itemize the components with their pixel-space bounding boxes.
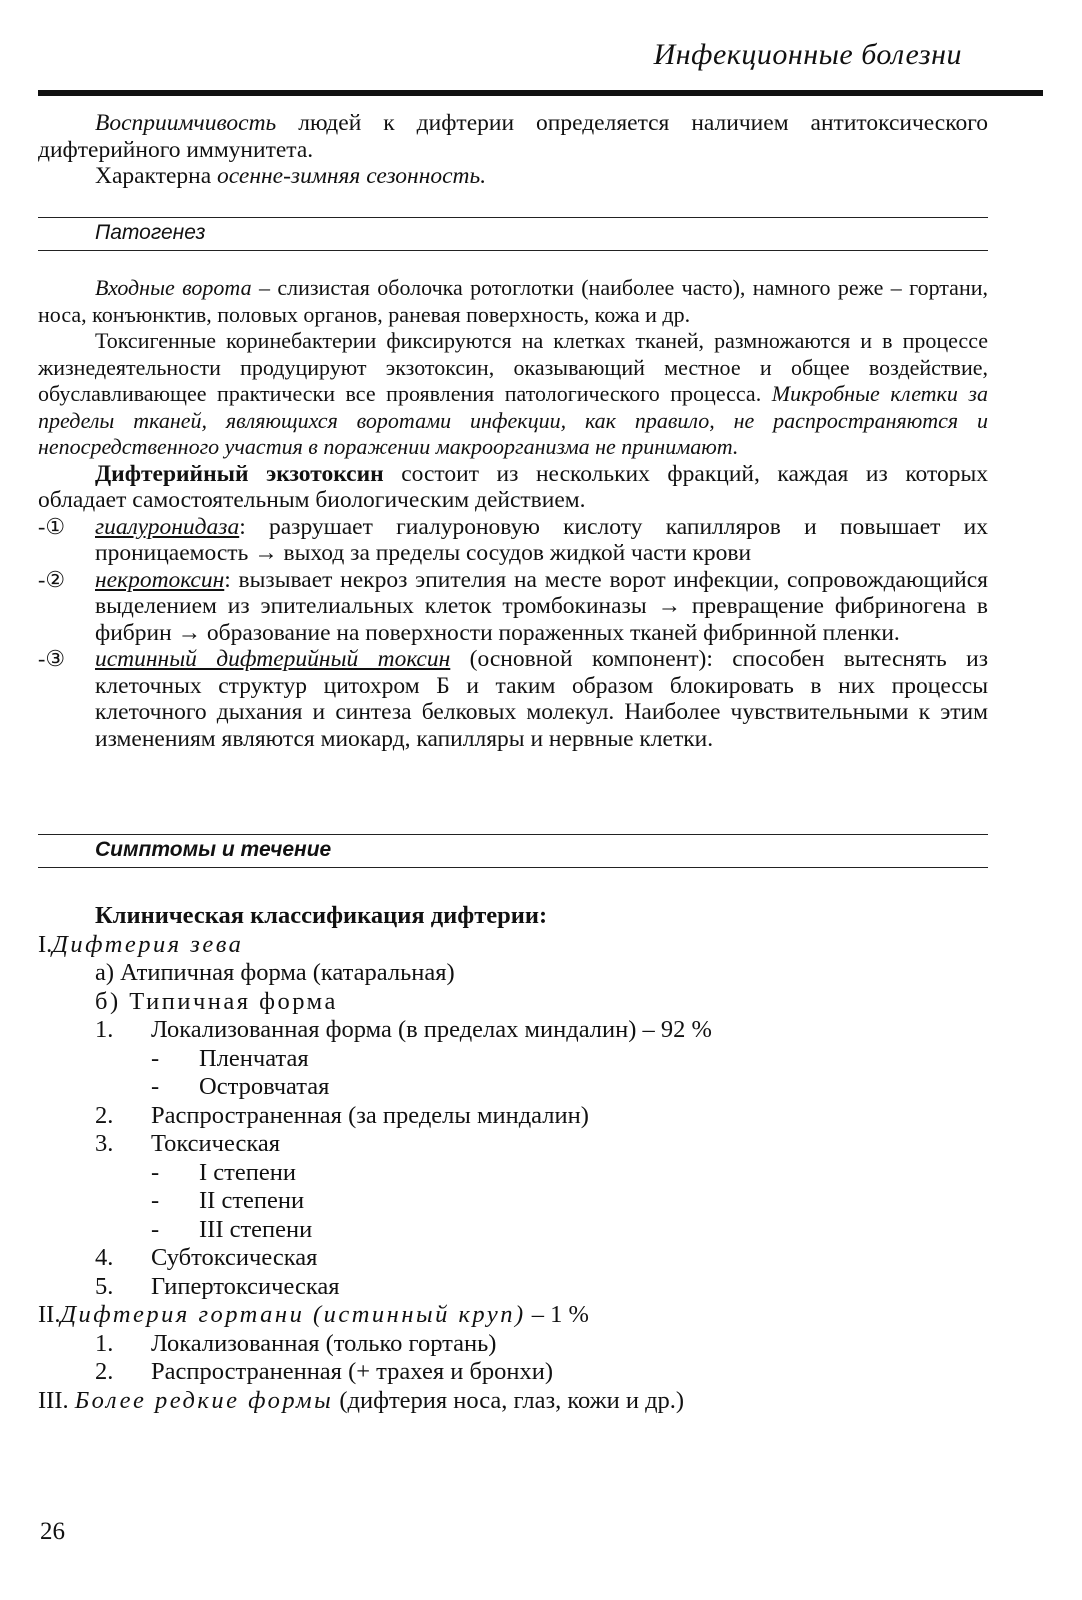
fraction-item <box>38 567 988 647</box>
susceptibility-term: Восприимчивость <box>95 110 277 136</box>
toxigenic-paragraph <box>38 328 988 461</box>
roman-numeral: III. <box>38 1386 69 1414</box>
exotoxin-term: Дифтерийный экзотоксин <box>95 460 384 487</box>
exotoxin-text: состоит из нескольких фракций, каждая из которых обладает самостоятельным биологическим действием. <box>38 460 988 513</box>
form-label: Токсическая <box>151 1130 281 1157</box>
form-number: 2. <box>95 1358 114 1385</box>
subform-label: III степени <box>199 1215 313 1243</box>
intro-block <box>38 110 988 190</box>
section-title: Патогенез <box>95 221 206 244</box>
class-rare <box>38 1387 988 1416</box>
fraction-marker: -① <box>38 513 66 539</box>
dash: - <box>151 1187 160 1214</box>
classification-block <box>38 902 988 1415</box>
dash: - <box>151 1073 160 1100</box>
form-item <box>38 1358 988 1387</box>
entry-gates-paragraph <box>38 275 988 328</box>
toxigenic-text: Токсигенные коринебактерии фиксируются на клетках тканей, размножаются и в процессе жизнедеятельности продуцируют экзотоксин, оказывающий местное и общее воздействие, обуславливающее практически все проявления патологического процесса. <box>38 328 988 406</box>
dash: - <box>151 1215 160 1243</box>
subform-item <box>38 1073 988 1102</box>
class-throat-label: Дифтерия зева <box>52 930 244 958</box>
fraction-marker: -③ <box>38 646 66 671</box>
toxigenic-italic: Микробные клетки за пределы тканей, являющихся воротами инфекции, как правило, не распространяются и непосредственного участия в поражении макроорганизма не принимают. <box>38 381 989 459</box>
classification-title: Клиническая классификация дифтерии: <box>95 902 548 929</box>
exotoxin-paragraph <box>38 461 988 514</box>
larynx-percent: – 1 % <box>525 1301 589 1328</box>
form-item <box>38 1330 988 1359</box>
seasonality-lead: Характерна <box>95 163 218 189</box>
form-item <box>38 1273 988 1302</box>
form-item <box>38 1244 988 1273</box>
class-rare-label: Более редкие формы <box>74 1386 334 1414</box>
header-rule <box>38 90 1043 96</box>
class-throat <box>38 931 988 960</box>
atypical-form: а) Атипичная форма (катаральная) <box>95 959 455 986</box>
subform-label: I степени <box>199 1158 296 1186</box>
form-number: 5. <box>95 1272 114 1300</box>
fraction-text: : разрушает гиалуроновую кислоту капилляров и повышает их проницаемость → выход за пределы сосудов жидкой части крови <box>95 513 988 566</box>
fraction-marker: -② <box>38 566 66 592</box>
form-item <box>38 1130 988 1159</box>
form-label: Распространенная (+ трахея и бронхи) <box>151 1358 554 1385</box>
form-label: Субтоксическая <box>151 1244 318 1271</box>
subform-item <box>38 1045 988 1074</box>
entry-gates-term: Входные ворота <box>95 275 252 300</box>
pathogenesis-block <box>38 275 988 752</box>
susceptibility-paragraph <box>38 110 988 163</box>
typical-form: б) Типичная форма <box>95 987 338 1015</box>
fraction-name: истинный дифтерийный токсин <box>95 646 451 672</box>
subform-item <box>38 1159 988 1188</box>
subform-label: Пленчатая <box>199 1044 309 1072</box>
form-label: Локализованная форма (в пределах миндалин) – 92 % <box>151 1016 712 1043</box>
fraction-item <box>38 646 988 752</box>
form-number: 3. <box>95 1130 114 1157</box>
dash: - <box>151 1044 160 1072</box>
class-larynx-label: Дифтерия гортани (истинный круп) <box>60 1301 526 1328</box>
form-number: 1. <box>95 1016 114 1043</box>
subform-item <box>38 1216 988 1245</box>
dash: - <box>151 1158 160 1186</box>
subform-item <box>38 1187 988 1216</box>
fraction-name: гиалуронидаза <box>95 513 240 540</box>
subform-label: Островчатая <box>199 1073 330 1100</box>
seasonality-paragraph <box>38 163 988 190</box>
form-label: Распространенная (за пределы миндалин) <box>151 1101 589 1129</box>
susceptibility-text: людей к дифтерии определяется наличием антитоксического дифтерийного иммунитета. <box>38 110 988 163</box>
fraction-name: некротоксин <box>95 566 225 593</box>
form-item <box>38 1102 988 1131</box>
roman-numeral: II. <box>38 1301 61 1328</box>
running-header: Инфекционные болезни <box>653 38 962 71</box>
seasonality-term: осенне-зимняя сезонность. <box>217 163 487 189</box>
form-item <box>38 1016 988 1045</box>
form-label: Гипертоксическая <box>151 1272 340 1300</box>
section-pathogenesis <box>38 217 988 251</box>
form-number: 1. <box>95 1329 114 1357</box>
section-symptoms <box>38 834 988 868</box>
class-larynx <box>38 1301 988 1330</box>
page-number: 26 <box>40 1518 65 1545</box>
form-number: 4. <box>95 1244 114 1271</box>
section-title: Симптомы и течение <box>95 838 332 861</box>
fraction-text: (основной компонент): способен вытеснять из клеточных структур цитохром Б и таким образом блокировать в них процессы клеточного дыхания и синтеза белковых молекул. Наиболее чувствительными к этим изменениям являются миокард, капилляры и нервные клетки. <box>95 646 988 752</box>
form-number: 2. <box>95 1101 114 1129</box>
fraction-text: : вызывает некроз эпителия на месте ворот инфекции, сопровождающийся выделением из эпителиальных клеток тромбокиназы → превращение фибриногена в фибрин → образование на поверхности пораженных тканей фибринной пленки. <box>95 566 988 646</box>
fraction-item <box>38 514 988 567</box>
entry-gates-text: – слизистая оболочка ротоглотки (наиболее часто), намного реже – гортани, носа, конъюнктив, половых органов, раневая поверхность, кожа и др. <box>38 275 988 327</box>
class-rare-text: (дифтерия носа, глаз, кожи и др.) <box>333 1386 685 1414</box>
form-label: Локализованная (только гортань) <box>151 1329 497 1357</box>
roman-numeral: I. <box>38 930 53 958</box>
subform-label: II степени <box>199 1187 305 1214</box>
